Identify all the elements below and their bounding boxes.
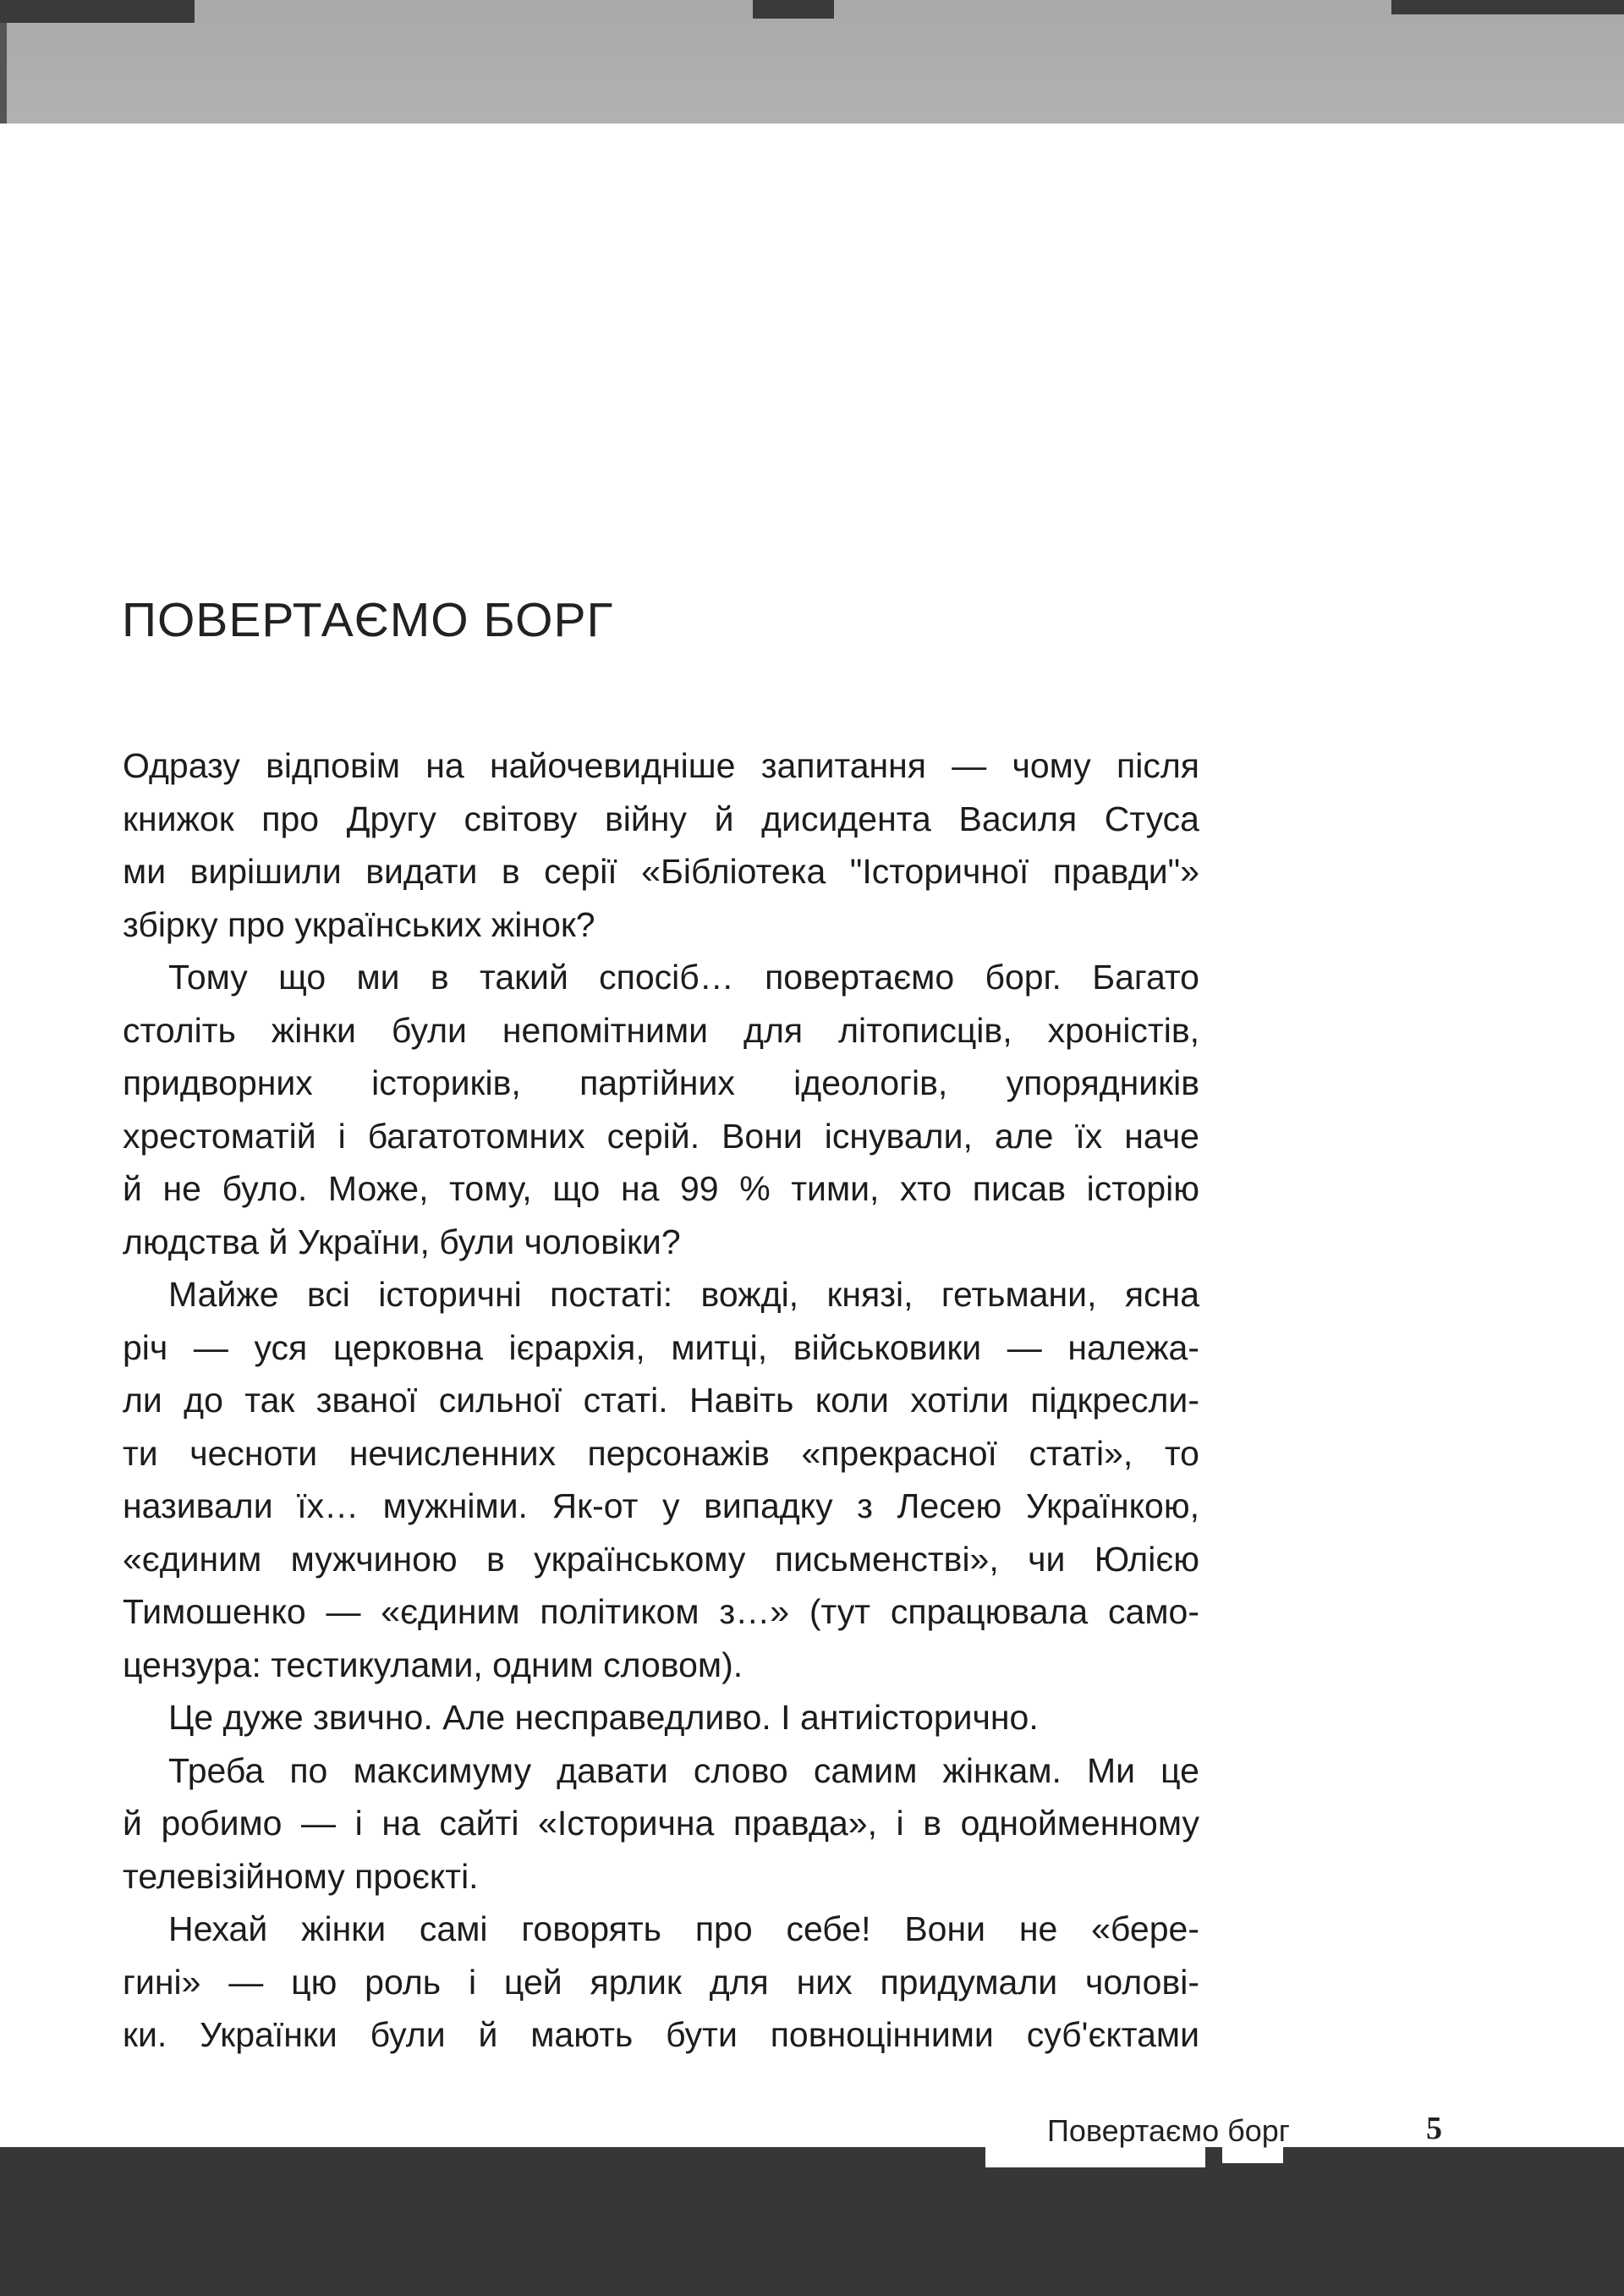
page-number: 5	[1426, 2111, 1442, 2146]
text-line: століть жінки були непомітними для літописців, хроністів,	[123, 1010, 1199, 1050]
text-line: хрестоматій і багатотомних серій. Вони існували, але їх наче	[123, 1116, 1199, 1156]
text-line: й робимо — і на сайті «Історична правда», і в однойменному	[123, 1804, 1199, 1843]
text-line: Майже всі історичні постаті: вожді, князі, гетьмани, ясна	[168, 1275, 1199, 1314]
text-line: цензура: тестикулами, одним словом).	[123, 1645, 743, 1684]
text-line: Це дуже звично. Але несправедливо. І антиісторично.	[168, 1698, 1039, 1737]
text-line: гині» — цю роль і цей ярлик для них придумали чолові-	[123, 1962, 1199, 2002]
text-line: людства й України, були чоловіки?	[123, 1222, 681, 1261]
text-line: «єдиним мужчиною в українському письменстві», чи Юлією	[123, 1539, 1199, 1579]
running-title: Повертаємо борг	[1047, 2113, 1290, 2148]
text-line: ки. Українки були й мають бути повноцінними суб'єктами	[123, 2015, 1199, 2054]
body-text	[123, 739, 1199, 2062]
text-line: книжок про Другу світову війну й дисидента Василя Стуса	[123, 799, 1199, 838]
text-line: й не було. Може, тому, що на 99 % тими, хто писав історію	[123, 1169, 1199, 1208]
chapter-heading: ПОВЕРТАЄМО БОРГ	[122, 593, 614, 647]
text-line: Одразу відповім на найочевидніше запитання — чому після	[123, 746, 1199, 785]
text-line: ти чесноти нечисленних персонажів «прекрасної статі», то	[123, 1433, 1199, 1473]
text-line: ли до так званої сильної статі. Навіть коли хотіли підкресли-	[123, 1381, 1199, 1420]
text-line: ми вирішили видати в серії «Бібліотека "Історичної правди"»	[123, 852, 1199, 891]
top-tab-left	[0, 0, 195, 23]
top-tab-middle	[753, 0, 834, 19]
text-line: придворних істориків, партійних ідеологів, упорядників	[123, 1063, 1199, 1102]
text-line: збірку про українських жінок?	[123, 904, 595, 944]
text-line: річ — уся церковна ієрархія, митці, військовики — належа-	[123, 1327, 1199, 1367]
text-line: Треба по максимуму давати слово самим жінкам. Ми це	[168, 1750, 1199, 1790]
text-line: Тому що ми в такий спосіб… повертаємо борг. Багато	[168, 958, 1199, 997]
text-line: називали їх… мужніми. Як-от у випадку з Лесею Українкою,	[123, 1486, 1199, 1525]
text-line: Нехай жінки самі говорять про себе! Вони не «бере-	[168, 1909, 1199, 1948]
top-tab-right	[1391, 0, 1624, 14]
text-line: Тимошенко — «єдиним політиком з…» (тут спрацювала само-	[123, 1592, 1199, 1631]
bottom-scan-margin	[0, 2147, 1624, 2296]
text-line: телевізійному проєкті.	[123, 1856, 479, 1896]
